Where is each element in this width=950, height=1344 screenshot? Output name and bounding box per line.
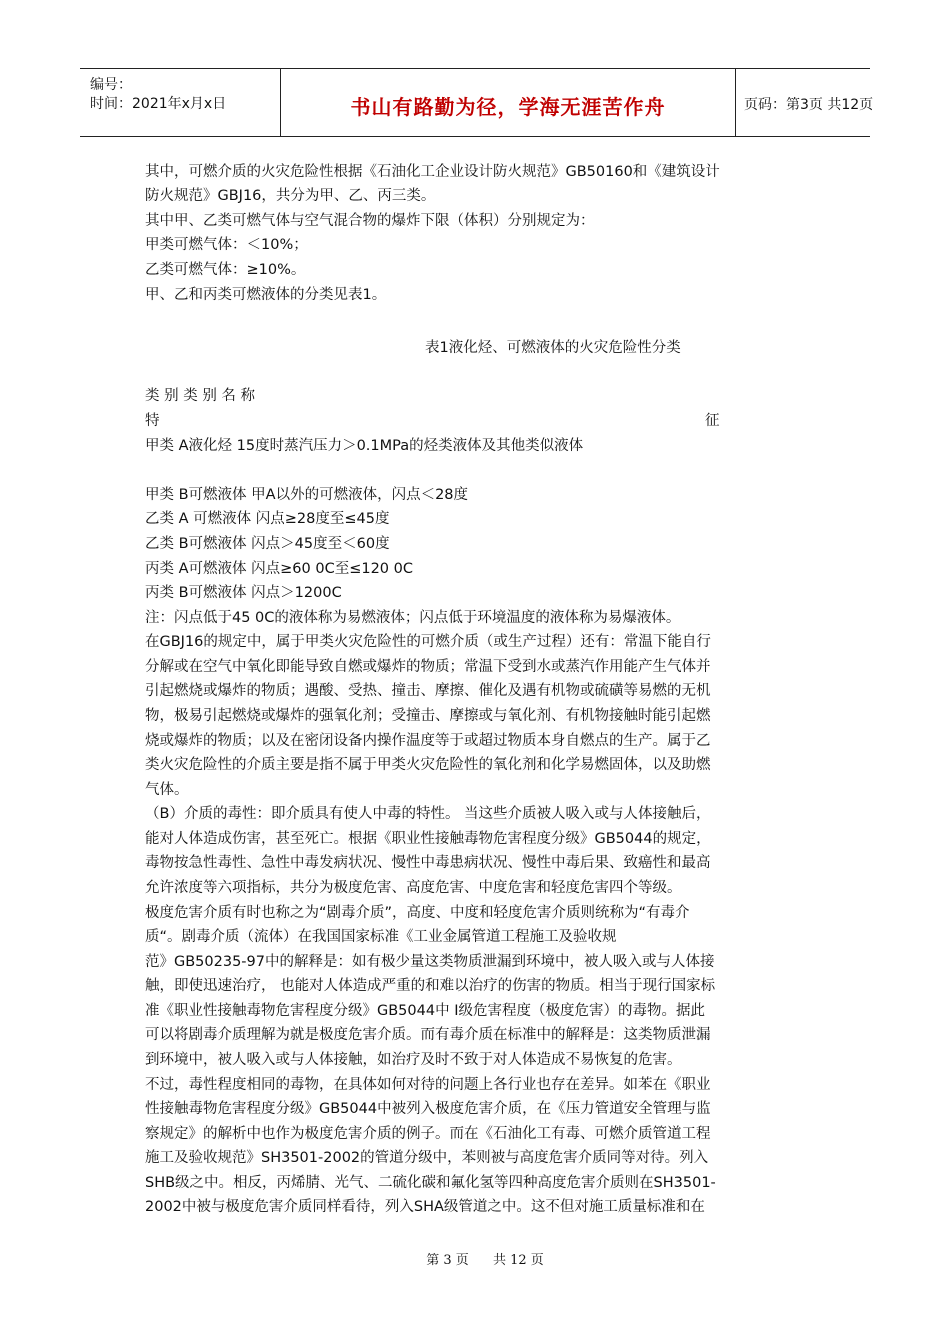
footer-total-pages: 共 12 页 xyxy=(492,1253,544,1268)
paragraph-line: 2002中被与极度危害介质同样看待，列入SHA级管道之中。这不但对施工质量标准和在 xyxy=(145,1199,705,1215)
paragraph-line: 可以将剧毒介质理解为就是极度危害介质。而有毒介质在标准中的解释是：这类物质泄漏 xyxy=(145,1027,711,1043)
paragraph-line: 察规定》的解析中也作为极度危害介质的例子。而在《石油化工有毒、可燃介质管道工程 xyxy=(145,1126,711,1142)
paragraph-line: （B）介质的毒性：即介质具有使人中毒的特性。 当这些介质被人吸入或与人体接触后， xyxy=(145,806,711,822)
paragraph-line: 质“。剧毒介质（流体）在我国国家标准《工业金属管道工程施工及验收规 xyxy=(145,929,617,945)
paragraph-line: SHB级之中。相反，丙烯腈、光气、二硫化碳和氟化氢等四种高度危害介质则在SH3501- xyxy=(145,1175,716,1191)
table-header-feature-left: 特 xyxy=(145,413,160,429)
table-header-feature-right: 征 xyxy=(705,413,720,429)
paragraph-line: 触，即使迅速治疗， 也能对人体造成严重的和难以治疗的伤害的物质。相当于现行国家标 xyxy=(145,978,716,994)
page-info: 页码：第3页 共12页 xyxy=(744,97,874,113)
paragraph-line: 范》GB50235-97中的解释是：如有极少量这类物质泄漏到环境中，被人吸入或与人体接 xyxy=(145,954,715,970)
paragraph-line: 分解或在空气中氧化即能导致自燃或爆炸的物质；常温下受到水或蒸汽作用能产生气体并 xyxy=(145,659,711,675)
paragraph-line: 在GBJ16的规定中，属于甲类火灾危险性的可燃介质（或生产过程）还有：常温下能自行 xyxy=(145,634,711,650)
header-meta xyxy=(80,69,278,136)
paragraph-line: 极度危害介质有时也称之为“剧毒介质”，高度、中度和轻度危害介质则统称为“有毒介 xyxy=(145,905,690,921)
header-motto-cell xyxy=(280,69,736,136)
paragraph-line: 准《职业性接触毒物危害程度分级》GB5044中 Ⅰ级危害程度（极度危害）的毒物。据此 xyxy=(145,1003,705,1019)
paragraph-line: 注：闪点低于45 0C的液体称为易燃液体；闪点低于环境温度的液体称为易爆液体。 xyxy=(145,610,681,626)
paragraph-line: 气体。 xyxy=(145,782,189,798)
paragraph-line: 其中甲、乙类可燃气体与空气混合物的爆炸下限（体积）分别规定为： xyxy=(145,213,595,229)
paragraph-line: 类火灾危险性的介质主要是指不属于甲类火灾危险性的氧化剂和化学易燃固体，以及助燃 xyxy=(145,757,711,773)
table-row: 丙类 A可燃液体 闪点≥60 0C至≤120 0C xyxy=(145,561,413,577)
page-header xyxy=(80,68,874,137)
table-row: 丙类 B可燃液体 闪点＞1200C xyxy=(145,585,342,601)
page-footer xyxy=(0,1249,950,1268)
table-row: 乙类 A 可燃液体 闪点≥28度至≤45度 xyxy=(145,511,390,527)
paragraph-line: 能对人体造成伤害，甚至死亡。根据《职业性接触毒物危害程度分级》GB5044的规定， xyxy=(145,831,711,847)
paragraph-line: 到环境中，被人吸入或与人体接触，如治疗及时不致于对人体造成不易恢复的危害。 xyxy=(145,1052,682,1068)
paragraph-line: 防火规范》GBJ16，共分为甲、乙、丙三类。 xyxy=(145,188,436,204)
paragraph-line: 乙类可燃气体：≥10%。 xyxy=(145,262,306,278)
paragraph-line: 烧或爆炸的物质；以及在密闭设备内操作温度等于或超过物质本身自燃点的生产。属于乙 xyxy=(145,733,711,749)
paragraph-line: 引起燃烧或爆炸的物质；遇酸、受热、撞击、摩擦、催化及遇有机物或硫磺等易燃的无机 xyxy=(145,683,711,699)
paragraph-line: 其中，可燃介质的火灾危险性根据《石油化工企业设计防火规范》GB50160和《建筑设计 xyxy=(145,164,720,180)
paragraph-line: 允许浓度等六项指标，共分为极度危害、高度危害、中度危害和轻度危害四个等级。 xyxy=(145,880,682,896)
table-header-line: 类 别 类 别 名 称 xyxy=(145,388,256,404)
paragraph-line: 不过，毒性程度相同的毒物，在具体如何对待的问题上各行业也存在差异。如苯在《职业 xyxy=(145,1077,711,1093)
motto-text: 书山有路勤为径，学海无涯苦作舟 xyxy=(350,95,666,119)
table-caption: 表1液化烃、可燃液体的火灾危险性分类 xyxy=(425,340,681,356)
table-row: 乙类 B可燃液体 闪点＞45度至＜60度 xyxy=(145,536,390,552)
footer-page-number: 第 3 页 xyxy=(426,1253,469,1268)
paragraph-line: 物，极易引起燃烧或爆炸的强氧化剂；受撞击、摩擦或与氧化剂、有机物接触时能引起燃 xyxy=(145,708,711,724)
paragraph-line: 施工及验收规范》SH3501-2002的管道分级中，苯则被与高度危害介质同等对待。列入 xyxy=(145,1150,709,1166)
paragraph-line: 甲类可燃气体：＜10%； xyxy=(145,237,308,253)
paragraph-line: 毒物按急性毒性、急性中毒发病状况、慢性中毒患病状况、慢性中毒后果、致癌性和最高 xyxy=(145,855,711,871)
document-code-label: 编号： xyxy=(90,77,132,93)
table-row: 甲类 A液化烃 15度时蒸汽压力＞0.1MPa的烃类液体及其他类似液体 xyxy=(145,438,584,454)
header-page-cell xyxy=(736,69,874,136)
table-row: 甲类 B可燃液体 甲A以外的可燃液体，闪点＜28度 xyxy=(145,487,469,503)
paragraph-line: 甲、乙和丙类可燃液体的分类见表1。 xyxy=(145,287,387,303)
document-time-label: 时间：2021年x月x日 xyxy=(90,96,227,112)
paragraph-line: 性接触毒物危害程度分级》GB5044中被列入极度危害介质，在《压力管道安全管理与监 xyxy=(145,1101,711,1117)
